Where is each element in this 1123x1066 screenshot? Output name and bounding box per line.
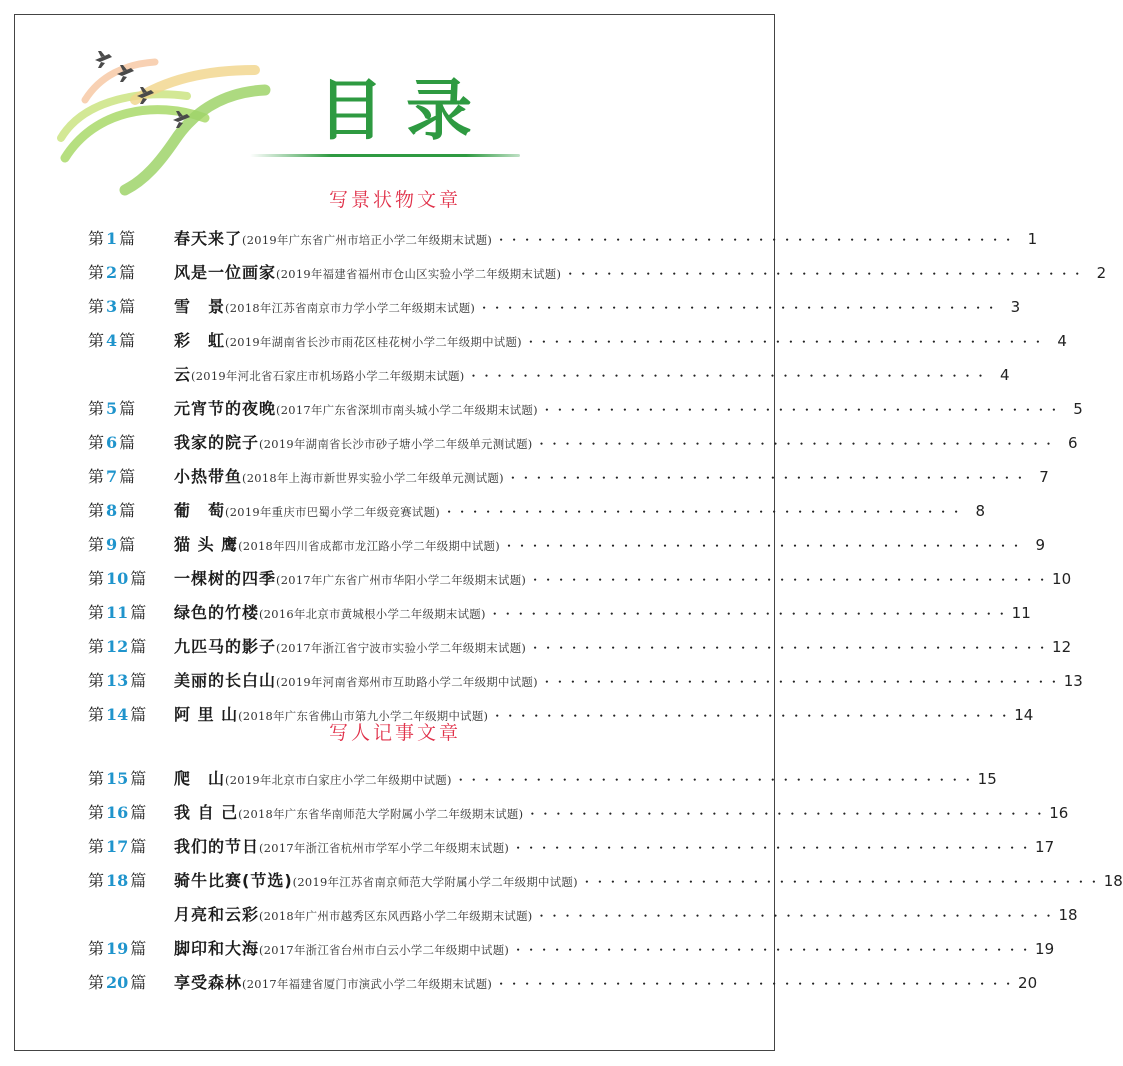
toc-entry[interactable] (88, 668, 1083, 692)
entry-title: 葡 萄 (174, 501, 226, 520)
dot-leader: ・・・・・・・・・・・・・・・・・・・・・・・・・・・・・・・・・・・・・・・・ (512, 841, 1033, 855)
dot-leader: ・・・・・・・・・・・・・・・・・・・・・・・・・・・・・・・・・・・・・・・・ (524, 335, 1045, 349)
entry-number: 5 (106, 399, 118, 418)
entry-page-number: 6 (1067, 434, 1078, 452)
entry-page-number: 3 (1010, 298, 1021, 316)
entry-source: (2019年江苏省南京师范大学附属小学二年级期中试题) (292, 875, 578, 889)
entry-number: 10 (106, 569, 129, 588)
toc-entry[interactable] (88, 902, 1078, 926)
entry-prefix: 第 (88, 769, 105, 788)
entry-page-number: 17 (1035, 838, 1055, 856)
dot-leader: ・・・・・・・・・・・・・・・・・・・・・・・・・・・・・・・・・・・・・・・・ (506, 471, 1027, 485)
dot-leader: ・・・・・・・・・・・・・・・・・・・・・・・・・・・・・・・・・・・・・・・・ (478, 301, 999, 315)
entry-suffix: 篇 (130, 637, 147, 656)
entry-title: 我 自 己 (174, 803, 239, 822)
entry-page-number: 14 (1014, 706, 1034, 724)
entry-title: 小热带鱼 (174, 467, 243, 486)
entry-suffix: 篇 (130, 569, 147, 588)
entry-number-label (88, 532, 174, 555)
entry-suffix: 篇 (130, 603, 147, 622)
entry-suffix: 篇 (119, 297, 136, 316)
entry-number-label (88, 430, 174, 453)
entry-title: 我们的节日 (174, 837, 260, 856)
entry-prefix: 第 (88, 705, 105, 724)
entry-number-label (88, 668, 174, 691)
entry-source: (2018年四川省成都市龙江路小学二年级期中试题) (238, 539, 500, 553)
entry-number-label (88, 498, 174, 521)
entry-title: 彩 虹 (174, 331, 226, 350)
entry-source: (2018年江苏省南京市力学小学二年级期末试题) (225, 301, 476, 315)
entry-suffix: 篇 (130, 871, 147, 890)
entry-source: (2017年浙江省台州市白云小学二年级期中试题) (259, 943, 510, 957)
toc-entry[interactable] (88, 226, 1038, 250)
toc-entry[interactable] (88, 970, 1038, 994)
entry-suffix: 篇 (130, 803, 147, 822)
toc-entry[interactable] (88, 362, 1010, 386)
entry-suffix: 篇 (130, 939, 147, 958)
entry-title: 云 (174, 365, 192, 384)
entry-source: (2018年广东省华南师范大学附属小学二年级期末试题) (238, 807, 524, 821)
entry-title: 绿色的竹楼 (174, 603, 260, 622)
toc-entry[interactable] (88, 532, 1045, 556)
entry-page-number: 7 (1039, 468, 1049, 486)
section-heading: 写人记事文章 (328, 722, 461, 744)
entry-page-number: 19 (1035, 940, 1055, 958)
dot-leader: ・・・・・・・・・・・・・・・・・・・・・・・・・・・・・・・・・・・・・・・・ (495, 233, 1016, 247)
toc-entry[interactable] (88, 498, 986, 522)
entry-suffix: 篇 (119, 263, 136, 282)
entry-number-label (88, 396, 174, 419)
entry-number-label (88, 970, 174, 993)
entry-page-number: 4 (999, 366, 1010, 384)
entry-title: 骑牛比赛(节选) (174, 871, 293, 890)
entry-number: 1 (106, 229, 118, 248)
entry-number-label (88, 226, 174, 249)
dot-leader: ・・・・・・・・・・・・・・・・・・・・・・・・・・・・・・・・・・・・・・・・ (535, 909, 1056, 923)
entry-prefix: 第 (88, 297, 105, 316)
entry-title: 享受森林 (174, 973, 243, 992)
toc-entry[interactable] (88, 600, 1031, 624)
entry-page-number: 18 (1058, 906, 1078, 924)
entry-suffix: 篇 (119, 399, 136, 418)
entry-page-number: 12 (1052, 638, 1072, 656)
entry-number: 3 (106, 297, 118, 316)
toc-entry[interactable] (88, 328, 1067, 352)
entry-number: 12 (106, 637, 129, 656)
entry-source: (2019年河南省郑州市互助路小学二年级期中试题) (276, 675, 538, 689)
toc-entry[interactable] (88, 396, 1083, 420)
entry-number: 13 (106, 671, 129, 690)
entry-title: 春天来了 (174, 229, 243, 248)
dot-leader: ・・・・・・・・・・・・・・・・・・・・・・・・・・・・・・・・・・・・・・・・ (443, 505, 964, 519)
entry-number-label (88, 634, 174, 657)
entry-suffix: 篇 (130, 837, 147, 856)
dot-leader: ・・・・・・・・・・・・・・・・・・・・・・・・・・・・・・・・・・・・・・・・ (535, 437, 1056, 451)
dot-leader: ・・・・・・・・・・・・・・・・・・・・・・・・・・・・・・・・・・・・・・・・ (502, 539, 1023, 553)
entry-source: (2018年广州市越秀区东风西路小学二年级期末试题) (259, 909, 533, 923)
entry-page-number: 9 (1035, 536, 1045, 554)
entry-prefix: 第 (88, 671, 105, 690)
page-title: 目录 (318, 72, 494, 149)
entry-number-label (88, 464, 174, 487)
entry-prefix: 第 (88, 837, 105, 856)
entry-prefix: 第 (88, 501, 105, 520)
entry-prefix: 第 (88, 433, 105, 452)
entry-page-number: 8 (975, 502, 986, 520)
entry-page-number: 10 (1052, 570, 1072, 588)
toc-entry[interactable] (88, 868, 1123, 892)
entry-number: 15 (106, 769, 129, 788)
entry-number-label (88, 905, 174, 924)
dot-leader: ・・・・・・・・・・・・・・・・・・・・・・・・・・・・・・・・・・・・・・・・ (491, 709, 1012, 723)
dot-leader: ・・・・・・・・・・・・・・・・・・・・・・・・・・・・・・・・・・・・・・・・ (512, 943, 1033, 957)
entry-title: 爬 山 (174, 769, 226, 788)
entry-source: (2019年福建省福州市仓山区实验小学二年级期末试题) (276, 267, 562, 281)
entry-suffix: 篇 (119, 467, 136, 486)
entry-suffix: 篇 (119, 433, 136, 452)
entry-source: (2017年浙江省杭州市学军小学二年级期末试题) (259, 841, 510, 855)
toc-entry[interactable] (88, 464, 1049, 488)
entry-suffix: 篇 (119, 331, 136, 350)
entry-page-number: 18 (1103, 872, 1123, 890)
entry-page-number: 13 (1063, 672, 1083, 690)
entry-source: (2018年上海市新世界实验小学二年级单元测试题) (242, 471, 504, 485)
entry-number-label (88, 834, 174, 857)
entry-suffix: 篇 (130, 671, 147, 690)
entry-source: (2016年北京市黄城根小学二年级期末试题) (259, 607, 486, 621)
dot-leader: ・・・・・・・・・・・・・・・・・・・・・・・・・・・・・・・・・・・・・・・・ (529, 573, 1050, 587)
toc-entry[interactable] (88, 294, 1021, 318)
toc-entry[interactable] (88, 430, 1078, 454)
entry-number: 6 (106, 433, 118, 452)
entry-source: (2017年浙江省宁波市实验小学二年级期末试题) (276, 641, 527, 655)
entry-source: (2019年广东省广州市培正小学二年级期末试题) (242, 233, 493, 247)
dot-leader: ・・・・・・・・・・・・・・・・・・・・・・・・・・・・・・・・・・・・・・・・ (564, 267, 1085, 281)
entry-suffix: 篇 (130, 705, 147, 724)
entry-number: 14 (106, 705, 129, 724)
entry-title: 美丽的长白山 (174, 671, 277, 690)
entry-number: 2 (106, 263, 118, 282)
entry-number: 7 (106, 467, 118, 486)
entry-title: 阿 里 山 (174, 705, 239, 724)
entry-number: 20 (106, 973, 129, 992)
entry-suffix: 篇 (119, 229, 136, 248)
dot-leader: ・・・・・・・・・・・・・・・・・・・・・・・・・・・・・・・・・・・・・・・・ (540, 403, 1061, 417)
entry-source: (2019年重庆市巴蜀小学二年级竞赛试题) (225, 505, 441, 519)
entry-prefix: 第 (88, 973, 105, 992)
toc-entry[interactable] (88, 634, 1072, 658)
entry-suffix: 篇 (130, 973, 147, 992)
dot-leader: ・・・・・・・・・・・・・・・・・・・・・・・・・・・・・・・・・・・・・・・・ (540, 675, 1061, 689)
toc-entry[interactable] (88, 834, 1055, 858)
entry-title: 风是一位画家 (174, 263, 277, 282)
entry-number: 4 (106, 331, 118, 350)
entry-source: (2019年湖南省长沙市雨花区桂花树小学二年级期中试题) (225, 335, 522, 349)
dot-leader: ・・・・・・・・・・・・・・・・・・・・・・・・・・・・・・・・・・・・・・・・ (529, 641, 1050, 655)
entry-prefix: 第 (88, 229, 105, 248)
toc-entry[interactable] (88, 766, 997, 790)
airplanes-decoration (55, 40, 275, 200)
entry-prefix: 第 (88, 803, 105, 822)
toc-entry[interactable] (88, 566, 1072, 590)
entry-prefix: 第 (88, 331, 105, 350)
entry-prefix: 第 (88, 399, 105, 418)
entry-number-label (88, 800, 174, 823)
entry-title: 九匹马的影子 (174, 637, 277, 656)
entry-number-label (88, 766, 174, 789)
entry-number-label (88, 566, 174, 589)
entry-prefix: 第 (88, 637, 105, 656)
entry-prefix: 第 (88, 569, 105, 588)
toc-entry[interactable] (88, 260, 1107, 284)
entry-title: 元宵节的夜晚 (174, 399, 277, 418)
entry-prefix: 第 (88, 467, 105, 486)
dot-leader: ・・・・・・・・・・・・・・・・・・・・・・・・・・・・・・・・・・・・・・・・ (488, 607, 1009, 621)
entry-prefix: 第 (88, 871, 105, 890)
entry-suffix: 篇 (119, 501, 136, 520)
entry-source: (2017年福建省厦门市演武小学二年级期末试题) (242, 977, 493, 991)
entry-page-number: 2 (1096, 264, 1107, 282)
entry-page-number: 16 (1049, 804, 1069, 822)
entry-title: 月亮和云彩 (174, 905, 260, 924)
entry-source: (2019年北京市白家庄小学二年级期中试题) (225, 773, 452, 787)
entry-source: (2017年广东省深圳市南头城小学二年级期末试题) (276, 403, 538, 417)
entry-number-label (88, 260, 174, 283)
entry-number: 11 (106, 603, 129, 622)
dot-leader: ・・・・・・・・・・・・・・・・・・・・・・・・・・・・・・・・・・・・・・・・ (495, 977, 1016, 991)
entry-number: 8 (106, 501, 118, 520)
entry-number: 19 (106, 939, 129, 958)
entry-suffix: 篇 (130, 769, 147, 788)
entry-page-number: 15 (977, 770, 997, 788)
section-heading: 写景状物文章 (328, 189, 461, 211)
dot-leader: ・・・・・・・・・・・・・・・・・・・・・・・・・・・・・・・・・・・・・・・・ (454, 773, 975, 787)
entry-source: (2018年广东省佛山市第九小学二年级期中试题) (238, 709, 489, 723)
entry-suffix: 篇 (119, 535, 136, 554)
entry-prefix: 第 (88, 603, 105, 622)
dot-leader: ・・・・・・・・・・・・・・・・・・・・・・・・・・・・・・・・・・・・・・・・ (467, 369, 988, 383)
entry-page-number: 20 (1018, 974, 1038, 992)
entry-prefix: 第 (88, 263, 105, 282)
title-underline (250, 154, 520, 157)
entry-number: 9 (106, 535, 118, 554)
toc-entry[interactable] (88, 800, 1069, 824)
entry-page-number: 5 (1073, 400, 1083, 418)
entry-number-label (88, 365, 174, 384)
entry-title: 一棵树的四季 (174, 569, 277, 588)
entry-source: (2019年湖南省长沙市砂子塘小学二年级单元测试题) (259, 437, 533, 451)
dot-leader: ・・・・・・・・・・・・・・・・・・・・・・・・・・・・・・・・・・・・・・・・ (526, 807, 1047, 821)
entry-number-label (88, 936, 174, 959)
entry-number-label (88, 294, 174, 317)
entry-number: 17 (106, 837, 129, 856)
entry-prefix: 第 (88, 535, 105, 554)
entry-page-number: 1 (1027, 230, 1038, 248)
entry-page-number: 4 (1057, 332, 1067, 350)
toc-entry[interactable] (88, 936, 1055, 960)
entry-prefix: 第 (88, 939, 105, 958)
entry-title: 雪 景 (174, 297, 226, 316)
entry-title: 我家的院子 (174, 433, 260, 452)
entry-number-label (88, 328, 174, 351)
entry-number: 16 (106, 803, 129, 822)
entry-source: (2019年河北省石家庄市机场路小学二年级期末试题) (191, 369, 465, 383)
entry-number: 18 (106, 871, 129, 890)
entry-title: 脚印和大海 (174, 939, 260, 958)
entry-page-number: 11 (1011, 604, 1031, 622)
entry-title: 猫 头 鹰 (174, 535, 239, 554)
entry-number-label (88, 868, 174, 891)
entry-number-label (88, 600, 174, 623)
dot-leader: ・・・・・・・・・・・・・・・・・・・・・・・・・・・・・・・・・・・・・・・・ (580, 875, 1101, 889)
entry-source: (2017年广东省广州市华阳小学二年级期末试题) (276, 573, 527, 587)
